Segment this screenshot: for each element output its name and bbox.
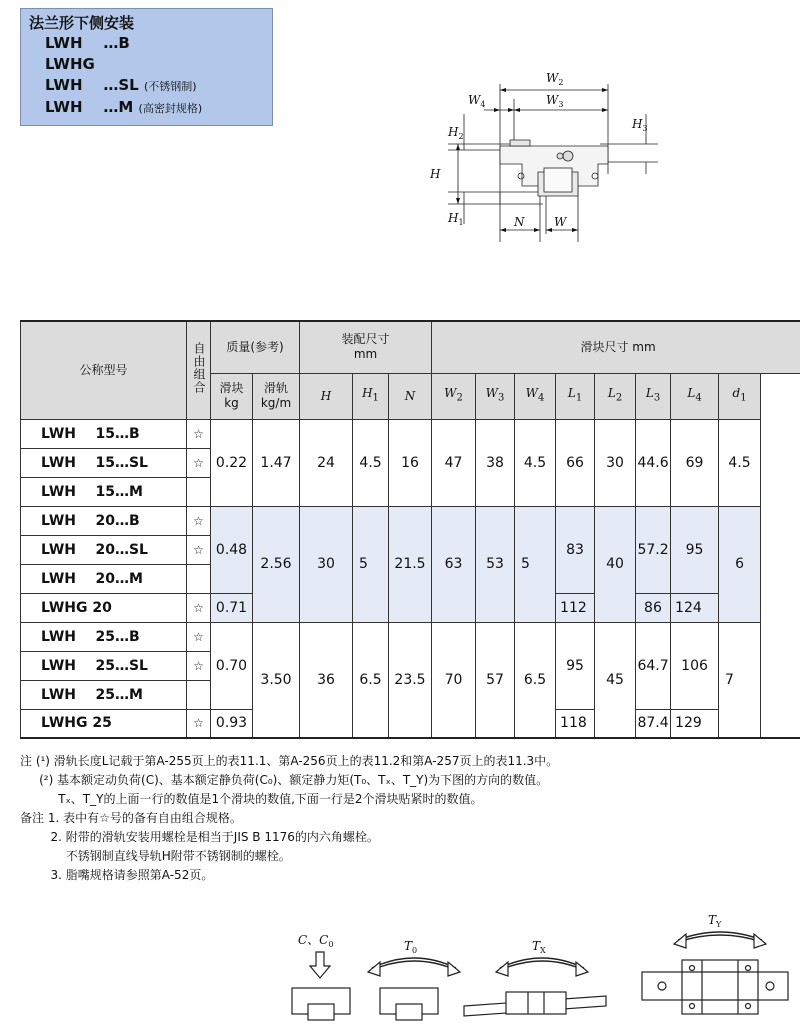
free-combo-empty	[187, 564, 211, 593]
header-w3: $W_3$	[476, 373, 515, 419]
remark-1: 备注 1. 表中有☆号的备有自由组合规格。	[20, 811, 242, 825]
n-cell: 21.5	[389, 506, 432, 622]
title-line-5-model: LWH …M	[45, 98, 134, 116]
l4-cell: 106	[671, 622, 719, 709]
l4-g-cell: 124	[671, 593, 719, 622]
table-row	[21, 419, 800, 448]
header-assembly-text: 装配尺寸	[341, 332, 390, 347]
title-line-1: 法兰形下侧安装	[29, 14, 135, 32]
model-cell: LWH 25…M	[21, 680, 187, 709]
label-w4: $W_4$	[468, 93, 486, 109]
l1-cell: 66	[556, 419, 595, 506]
free-combo-star: ☆	[187, 622, 211, 651]
label-ty: $T_Y$	[708, 913, 722, 929]
n-cell: 16	[389, 419, 432, 506]
header-d1: $d_1$	[719, 373, 761, 419]
label-w3: $W_3$	[546, 93, 564, 109]
label-h3: $H_3$	[632, 117, 648, 133]
note-2: (²) 基本额定动负荷(C)、基本额定静负荷(C₀)、额定静力矩(T₀、Tₓ、T_Y)为下图的方向的数值。	[20, 773, 549, 787]
notes	[20, 752, 790, 885]
label-w2: $W_2$	[546, 71, 564, 87]
model-cell: LWH 15…M	[21, 477, 187, 506]
header-w4: $W_4$	[515, 373, 556, 419]
l1-cell: 83	[556, 506, 595, 593]
w3-cell: 53	[476, 506, 515, 622]
mass-block-g-cell: 0.71	[211, 593, 253, 622]
header-assembly-unit: mm	[353, 347, 378, 362]
d1-cell: 6	[719, 506, 761, 622]
header-l4: $L_4$	[671, 373, 719, 419]
mass-rail-cell: 3.50	[253, 622, 300, 738]
header-l3: $L_3$	[636, 373, 671, 419]
model-cell: LWH 20…SL	[21, 535, 187, 564]
h-cell: 24	[300, 419, 353, 506]
model-cell: LWH 20…B	[21, 506, 187, 535]
l3-g-cell: 86	[636, 593, 671, 622]
l2-cell: 40	[595, 506, 636, 622]
mass-rail-cell: 2.56	[253, 506, 300, 622]
free-combo-star: ☆	[187, 419, 211, 448]
mass-block-cell: 0.70	[211, 622, 253, 709]
header-free-combo-text: 自由组合	[192, 342, 206, 395]
table-row	[21, 506, 800, 535]
header-n: N	[389, 373, 432, 419]
h1-cell: 5	[353, 506, 389, 622]
header-mass-block-unit: kg	[224, 396, 239, 410]
w2-cell: 70	[432, 622, 476, 738]
w4-cell: 4.5	[515, 419, 556, 506]
h-cell: 30	[300, 506, 353, 622]
model-cell: LWH 15…B	[21, 419, 187, 448]
n-cell: 23.5	[389, 622, 432, 738]
l3-cell: 64.7	[636, 622, 671, 709]
w4-cell: 5	[515, 506, 556, 622]
header-mass-rail	[253, 373, 300, 419]
h-cell: 36	[300, 622, 353, 738]
note-2-cont: Tₓ、T_Y的上面一行的数值是1个滑块的数值,下面一行是2个滑块贴紧时的数值。	[20, 792, 483, 806]
w2-cell: 63	[432, 506, 476, 622]
title-line-4-model: LWH …SL	[45, 76, 139, 94]
title-line-2: LWH …B	[45, 34, 130, 52]
l3-cell: 44.6	[636, 419, 671, 506]
header-model: 公称型号	[21, 321, 187, 419]
header-mass-block-text: 滑块	[219, 381, 244, 395]
l2-cell: 45	[595, 622, 636, 738]
l4-cell: 69	[671, 419, 719, 506]
l1-cell: 95	[556, 622, 595, 709]
free-combo-star: ☆	[187, 506, 211, 535]
title-line-5-note: (高密封规格)	[138, 102, 203, 115]
model-cell: LWH 20…M	[21, 564, 187, 593]
remark-2: 2. 附带的滑轨安装用螺栓是相当于JIS B 1176的内六角螺栓。	[20, 830, 379, 844]
l3-g-cell: 87.4	[636, 709, 671, 738]
w2-cell: 47	[432, 419, 476, 506]
l4-cell: 95	[671, 506, 719, 593]
w3-cell: 38	[476, 419, 515, 506]
l1-g-cell: 112	[556, 593, 595, 622]
d1-cell: 4.5	[719, 419, 761, 506]
label-c-c0: C、$C_0$	[298, 933, 334, 949]
dimension-drawing	[418, 64, 658, 244]
title-box	[20, 8, 273, 126]
header-l2: $L_2$	[595, 373, 636, 419]
remark-3: 3. 脂嘴规格请参照第A-52页。	[20, 868, 214, 882]
label-h2: $H_2$	[448, 125, 464, 141]
header-mass-rail-text: 滑轨	[263, 381, 288, 395]
free-combo-star: ☆	[187, 593, 211, 622]
header-mass-block	[211, 373, 253, 419]
free-combo-empty	[187, 680, 211, 709]
label-tx: $T_X$	[532, 939, 546, 955]
h1-cell: 6.5	[353, 622, 389, 738]
title-line-4	[29, 75, 272, 97]
header-mass: 质量(参考)	[211, 321, 300, 373]
free-combo-star: ☆	[187, 709, 211, 738]
label-h1: $H_1$	[448, 211, 464, 227]
header-block-dims: 滑块尺寸 mm	[432, 321, 800, 373]
title-line-3: LWHG	[45, 55, 95, 73]
header-h1: $H_1$	[353, 373, 389, 419]
l1-g-cell: 118	[556, 709, 595, 738]
model-cell: LWH 15…SL	[21, 448, 187, 477]
header-assembly	[300, 321, 432, 373]
model-cell: LWH 25…B	[21, 622, 187, 651]
title-line-4-note: (不锈钢制)	[143, 80, 197, 93]
model-cell: LWH 25…SL	[21, 651, 187, 680]
d1-cell: 7	[719, 622, 761, 738]
mass-block-g-cell: 0.93	[211, 709, 253, 738]
mass-rail-cell: 1.47	[253, 419, 300, 506]
h1-cell: 4.5	[353, 419, 389, 506]
mass-block-cell: 0.22	[211, 419, 253, 506]
free-combo-star: ☆	[187, 448, 211, 477]
l4-g-cell: 129	[671, 709, 719, 738]
model-cell: LWHG 25	[21, 709, 187, 738]
w4-cell: 6.5	[515, 622, 556, 738]
note-1: 注 (¹) 滑轨长度L记载于第A-255页上的表11.1、第A-256页上的表11.2和第A-257页上的表11.3中。	[20, 754, 559, 768]
l3-cell: 57.2	[636, 506, 671, 593]
table-row	[21, 622, 800, 651]
label-w: W	[554, 215, 567, 229]
free-combo-star: ☆	[187, 535, 211, 564]
header-l1: $L_1$	[556, 373, 595, 419]
header-h: H	[300, 373, 353, 419]
header-w2: $W_2$	[432, 373, 476, 419]
title-line-5	[29, 97, 272, 119]
mass-block-cell: 0.48	[211, 506, 253, 593]
model-cell: LWHG 20	[21, 593, 187, 622]
header-free-combo	[187, 321, 211, 419]
spec-table	[20, 320, 800, 739]
header-mass-rail-unit: kg/m	[260, 396, 292, 410]
label-h: H	[430, 167, 441, 181]
load-direction-diagrams	[280, 910, 790, 1030]
free-combo-star: ☆	[187, 651, 211, 680]
l2-cell: 30	[595, 419, 636, 506]
remark-2-cont: 不锈钢制直线导轨H附带不锈钢制的螺栓。	[20, 849, 291, 863]
w3-cell: 57	[476, 622, 515, 738]
label-t0: $T_0$	[404, 939, 418, 955]
label-n: N	[514, 215, 525, 229]
free-combo-empty	[187, 477, 211, 506]
